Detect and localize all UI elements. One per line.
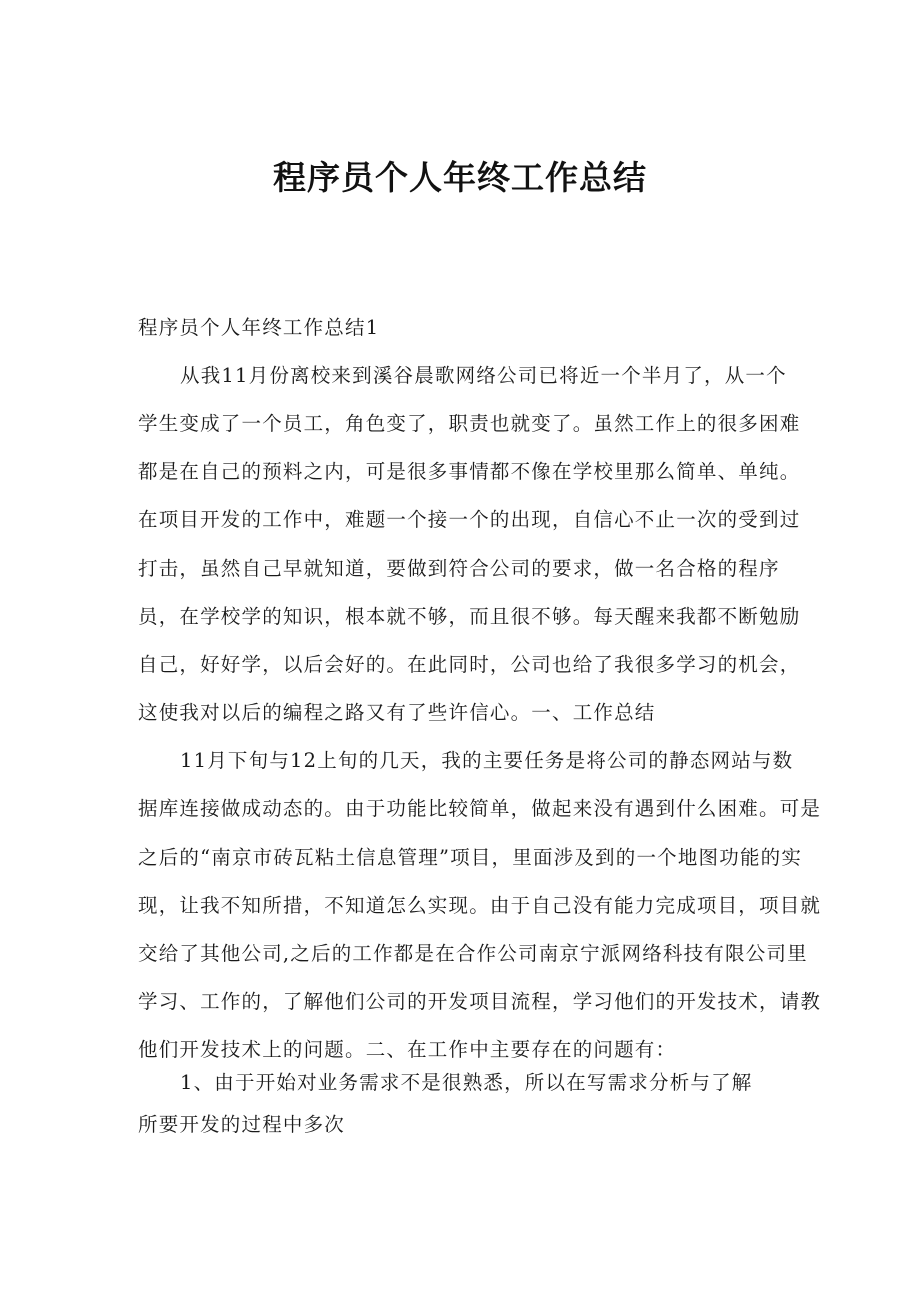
paragraph-line: 学生变成了一个员工，角色变了，职责也就变了。虽然工作上的很多困难: [138, 412, 801, 435]
paragraph-line: 据库连接做成动态的。由于功能比较简单，做起来没有遇到什么困难。可是: [138, 797, 822, 820]
paragraph-line: 打击，虽然自己早就知道，要做到符合公司的要求，做一名合格的程序: [138, 557, 780, 580]
paragraph-line: 现，让我不知所措，不知道怎么实现。由于自己没有能力完成项目，项目就: [138, 894, 822, 917]
paragraph-line: 交给了其他公司,之后的工作都是在合作公司南京宁派网络科技有限公司里: [138, 942, 808, 965]
paragraph-line: 之后的“南京市砖瓦粘土信息管理”项目，里面涉及到的一个地图功能的实: [138, 846, 803, 869]
document-title: 程序员个人年终工作总结: [273, 158, 647, 197]
paragraph-line: 所要开发的过程中多次: [138, 1113, 346, 1136]
paragraph-line: 都是在自己的预料之内，可是很多事情都不像在学校里那么简单、单纯。: [138, 460, 801, 483]
paragraph-line: 这使我对以后的编程之路又有了些许信心。一、工作总结: [138, 701, 656, 724]
paragraph-line: 自己，好好学，以后会好的。在此同时，公司也给了我很多学习的机会，: [138, 653, 801, 676]
section-heading: 程序员个人年终工作总结1: [138, 316, 380, 339]
paragraph-line: 他们开发技术上的问题。二、在工作中主要存在的问题有：: [138, 1038, 677, 1061]
paragraph-line: 从我11月份离校来到溪谷晨歌网络公司已将近一个半月了，从一个: [180, 364, 787, 387]
paragraph-line: 在项目开发的工作中，难题一个接一个的出现，自信心不止一次的受到过: [138, 508, 801, 531]
paragraph-line: 学习、工作的，了解他们公司的开发项目流程，学习他们的开发技术，请教: [138, 990, 822, 1013]
paragraph-line: 11月下旬与12上旬的几天，我的主要任务是将公司的静态网站与数: [180, 749, 794, 772]
paragraph-line: 员，在学校学的知识，根本就不够，而且很不够。每天醒来我都不断勉励: [138, 605, 801, 628]
paragraph-line: 1、由于开始对业务需求不是很熟悉，所以在写需求分析与了解: [180, 1071, 753, 1094]
